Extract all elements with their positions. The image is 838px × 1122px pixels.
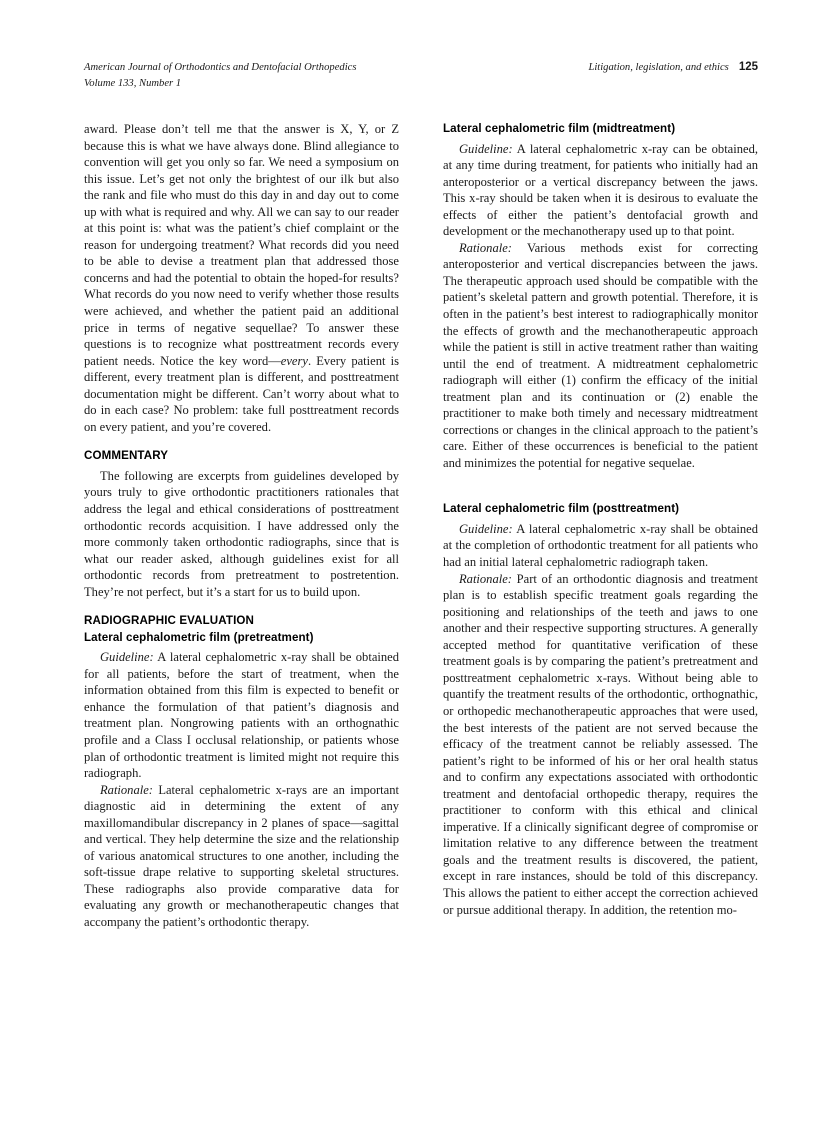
subheading-midtreatment: Lateral cephalometric film (midtreatment) bbox=[443, 122, 676, 135]
heading-commentary: COMMENTARY bbox=[84, 449, 169, 463]
left-column bbox=[84, 121, 399, 1051]
label-guideline: Guideline: bbox=[459, 521, 513, 536]
label-rationale: Rationale: bbox=[459, 240, 512, 255]
paragraph-continued-tail: . Every patient is different, every treatment plan is different, and posttreatment documentation might be different. Can’t worry about what to do in each case? No problem: take full posttreatment records on every patient, and you’re covered. bbox=[84, 353, 399, 434]
subheading-pretreatment: Lateral cephalometric film (pretreatment) bbox=[84, 630, 314, 644]
spacer bbox=[443, 471, 758, 501]
paragraph-posttreatment-rationale bbox=[443, 571, 758, 918]
running-head bbox=[84, 60, 758, 91]
text-midtreatment-guideline: A lateral cephalometric x-ray can be obtained, at any time during treatment, for patients who initially had an anteroposterior or a vertical discrepancy between the jaws. This x-ray should be taken when it is desirous to evaluate the effects of either the patient’s dentofacial growth and development or the mechanotherapy used up to that point. bbox=[443, 141, 758, 239]
paragraph-posttreatment-guideline bbox=[443, 521, 758, 571]
text-pretreatment-guideline: A lateral cephalometric x-ray shall be obtained for all patients, before the start of treatment, when the information obtained from this film is expected to benefit or enhance the formulation of that patient’s diagnosis and treatment plan. Nongrowing patients with an orthognathic profile and a Class I occlusal relationship, or patients whose plan of orthodontic treatment is limited might not require this radiograph. bbox=[84, 650, 399, 781]
paragraph-continued-text: award. Please don’t tell me that the answer is X, Y, or Z because this is what we have always done. Blind allegiance to convention will get you only so far. We need a symposium on this issue. Let’s get not only the brightest of our ilk but also the rank and file who must do this day in and day out to come up with what is required and why. All we can say to our reader at this point is: what was the patient’s chief complaint or the reason for undergoing treatment? What records did you need to be able to devise a treatment plan that addressed those concerns and had the potential to obtain the hoped-for results? What records do you now need to verify whether those results were achieved, and whether the patient paid an additional price in terms of negative sequellae? To answer these questions is to recognize what posttreatment records every patient needs. Notice the key word— bbox=[84, 122, 399, 368]
journal-volume-issue: Volume 133, Number 1 bbox=[84, 77, 182, 89]
spacer bbox=[84, 600, 399, 613]
spacer bbox=[84, 435, 399, 448]
page-number: 125 bbox=[738, 61, 758, 73]
text-posttreatment-guideline: A lateral cephalometric x-ray shall be obtained at the completion of orthodontic treatment for all patients who had an initial lateral cephalometric radiograph taken. bbox=[443, 521, 758, 570]
text-midtreatment-rationale: Various methods exist for correcting anteroposterior and vertical discrepancies between the jaws. The therapeutic approach used should be compatible with the patient’s skeletal pattern and growth potential. Therefore, it is often in the patient’s best interest to radiographically monitor the effects of growth and the mechanotherapeutic approach while the patient is still in active treatment rather than waiting until the end of treatment. A midtreatment cephalometric radiograph will either (1) confirm the efficacy of the initial treatment plan and its continuation or (2) enable the practitioner to make both timely and necessary midtreatment corrections or changes in the clinical approach to the patient’s care. Either of these occurrences is beneficial to the patient and minimizes the potential for negative sequelae. bbox=[443, 240, 758, 470]
label-guideline: Guideline: bbox=[459, 141, 513, 156]
label-rationale: Rationale: bbox=[459, 571, 512, 586]
text-posttreatment-rationale: Part of an orthodontic diagnosis and treatment plan is to establish specific treatment goals regarding the positioning and relationships of the teeth and jaws to one another and their respective supporting structures. A generally accepted method for quantitative verification of these treatment goals is by comparing the patient’s pretreatment and posttreatment cephalometric x-rays. Without being able to quantify the treatment results of the orthodontic, orthognathic, or orthopedic mechanotherapeutic approaches that were used, the best interests of the patient are not served because the efficacy of the treatment cannot be reliably assessed. The patient’s right to be informed of his or her oral health status and to confirm any expectations associated with orthodontic treatment and dentofacial orthopedic therapy, requires the practitioner to conform with this ethical and clinical imperative. If a clinically significant degree of compromise or limitation relative to any difference between the treatment goals and the treatment results is discovered, the patient, except in rare instances, should be told of this discrepancy. This allows the patient to either accept the correction achieved or pursue additional therapy. In addition, the retention mo- bbox=[443, 571, 758, 917]
paragraph-pretreatment-guideline bbox=[84, 649, 399, 781]
paragraph-midtreatment-rationale bbox=[443, 240, 758, 472]
emphasis-every: every bbox=[280, 353, 308, 368]
label-rationale: Rationale: bbox=[100, 782, 153, 797]
journal-title: American Journal of Orthodontics and Dentofacial Orthopedics bbox=[84, 62, 357, 73]
subheading-posttreatment: Lateral cephalometric film (posttreatment) bbox=[443, 502, 680, 516]
label-guideline: Guideline: bbox=[100, 650, 154, 665]
running-head-section bbox=[588, 60, 758, 76]
paragraph-commentary: The following are excerpts from guidelines developed by yours truly to give orthodontic practitioners rationales that address the legal and ethical considerations of posttreatment orthodontic records acquisition. I have addressed only the more commonly taken orthodontic radiographs, since that is what our reader asked, although guidelines exist for all orthodontic records from pretreatment to postretention. They’re not perfect, but it’s a start for us to build upon. bbox=[84, 468, 399, 599]
text-pretreatment-rationale: Lateral cephalometric x-rays are an important diagnostic aid in determining the extent of any maxillomandibular discrepancy in 2 planes of space—sagittal and vertical. They help determine the size and the relationship of various anatomical structures to one another, including the soft-tissue drape relative to supporting skeletal structures. These radiographs also provide comparative data for evaluating any growth or mechanotherapeutic changes that accompany the patient’s orthodontic therapy. bbox=[84, 782, 399, 930]
section-title: Litigation, legislation, and ethics bbox=[588, 62, 729, 73]
right-column bbox=[443, 121, 758, 1051]
running-head-journal bbox=[84, 60, 356, 91]
article-body bbox=[84, 121, 758, 1051]
heading-radiographic-evaluation: RADIOGRAPHIC EVALUATION bbox=[84, 614, 254, 628]
paragraph-continued bbox=[84, 121, 399, 435]
paragraph-midtreatment-guideline bbox=[443, 141, 758, 240]
paragraph-pretreatment-rationale bbox=[84, 782, 399, 931]
